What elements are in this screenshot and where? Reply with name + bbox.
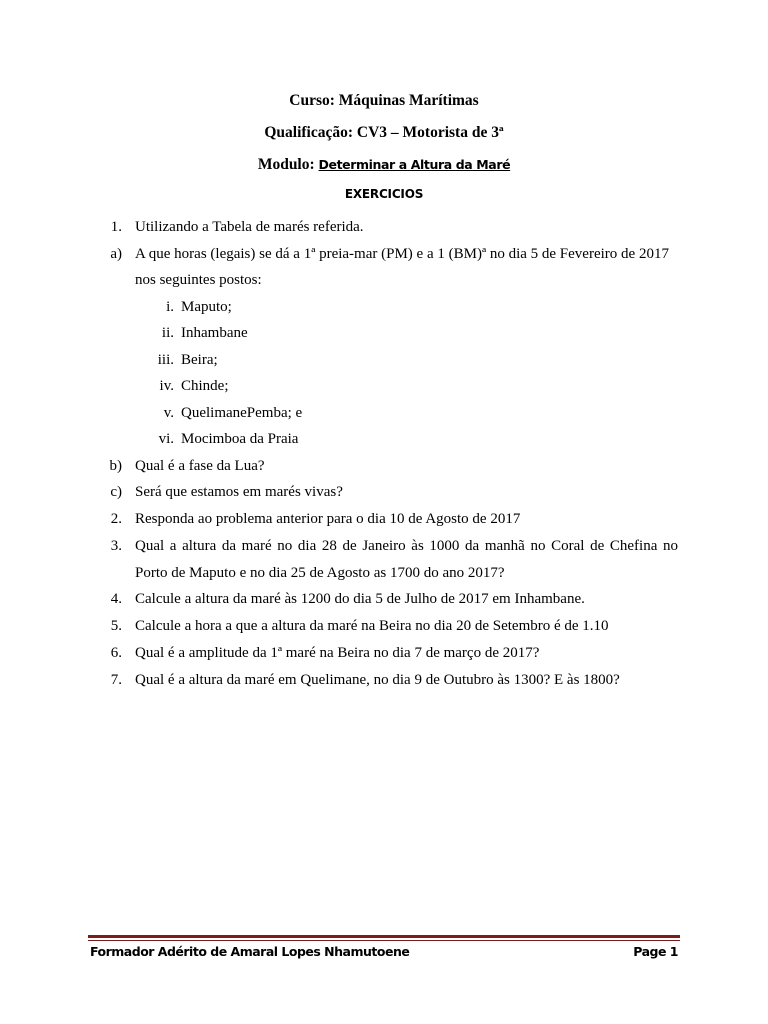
qualification-title: Qualificação: CV3 – Motorista de 3ª xyxy=(264,124,504,141)
list-marker: iv. xyxy=(159,378,174,394)
question-3-continuation: Porto de Maputo e no dia 25 de Agosto as 1700 do ano 2017? xyxy=(135,565,505,581)
module-label: Modulo: xyxy=(257,156,319,173)
list-marker: c) xyxy=(110,484,122,500)
list-marker: 6. xyxy=(110,645,122,661)
question-text: Calcule a altura da maré às 1200 do dia 5 de Julho de 2017 em Inhambane. xyxy=(135,591,585,607)
list-marker: 5. xyxy=(110,618,122,634)
list-marker: i. xyxy=(166,299,174,315)
list-marker: iii. xyxy=(157,352,174,368)
question-text: Será que estamos em marés vivas? xyxy=(135,484,343,500)
footer-rule-thick xyxy=(88,935,680,938)
list-item-text: Maputo; xyxy=(181,299,232,315)
footer-page-number: Page 1 xyxy=(633,944,678,959)
module-title: Determinar a Altura da Maré xyxy=(318,157,511,172)
list-item-text: Chinde; xyxy=(181,378,229,394)
list-marker: 2. xyxy=(110,511,122,527)
question-a-continuation: nos seguintes postos: xyxy=(135,272,262,288)
question-text: Qual é a altura da maré em Quelimane, no dia 9 de Outubro às 1300? E às 1800? xyxy=(135,672,620,688)
question-text: Qual é a fase da Lua? xyxy=(135,458,265,474)
module-heading xyxy=(0,156,768,174)
section-title: EXERCICIOS xyxy=(344,187,424,201)
question-text: Utilizando a Tabela de marés referida. xyxy=(135,219,364,235)
list-item-text: Beira; xyxy=(181,352,218,368)
question-text: A que horas (legais) se dá a 1ª preia-mar (PM) e a 1 (BM)ª no dia 5 de Fevereiro de 2017 xyxy=(135,246,669,262)
list-marker: 7. xyxy=(110,672,122,688)
question-text: Responda ao problema anterior para o dia 10 de Agosto de 2017 xyxy=(135,511,521,527)
list-marker: v. xyxy=(163,405,174,421)
list-marker: a) xyxy=(110,246,122,262)
question-text: Qual a altura da maré no dia 28 de Janeiro às 1000 da manhã no Coral de Chefina no xyxy=(135,538,678,554)
course-title: Curso: Máquinas Marítimas xyxy=(289,92,479,109)
question-text: Calcule a hora a que a altura da maré na Beira no dia 20 de Setembro é de 1.10 xyxy=(135,618,609,634)
list-marker: b) xyxy=(109,458,122,474)
list-marker: 1. xyxy=(110,219,122,235)
list-marker: ii. xyxy=(161,325,174,341)
list-marker: 3. xyxy=(110,538,122,554)
footer-author: Formador Adérito de Amaral Lopes Nhamutoene xyxy=(90,944,410,959)
footer-rule-thin xyxy=(88,940,680,941)
question-text: Qual é a amplitude da 1ª maré na Beira no dia 7 de março de 2017? xyxy=(135,645,540,661)
list-marker: 4. xyxy=(110,591,122,607)
list-item-text: Inhambane xyxy=(181,325,248,341)
list-item-text: QuelimanePemba; e xyxy=(181,405,303,421)
list-item-text: Mocimboa da Praia xyxy=(181,431,299,447)
list-marker: vi. xyxy=(158,431,174,447)
